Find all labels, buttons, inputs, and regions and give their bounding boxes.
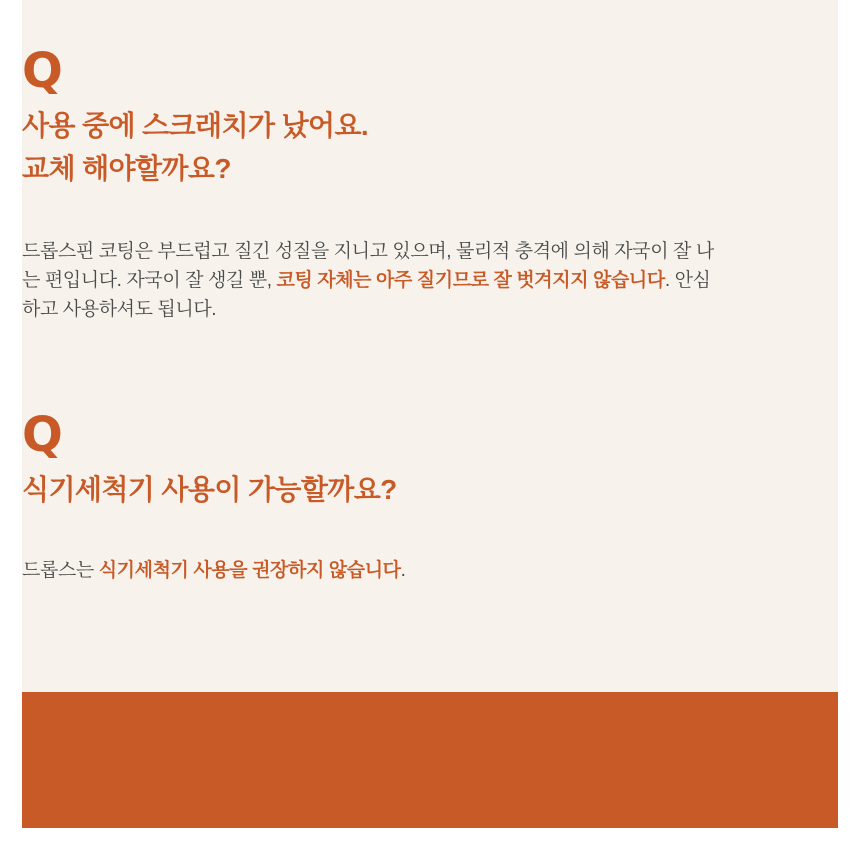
answer-highlight: 식기세척기 사용을 권장하지 않습니다 bbox=[98, 560, 401, 581]
answer-segment: 드롭스핀 코팅은 부드럽고 질긴 성질을 지니고 있으며, 물리적 충격에 의해 자국이 잘 나는 편입니다. 자국이 잘 생길 뿐, bbox=[22, 241, 714, 291]
question-title-line-1: 사용 중에 스크래치가 났어요. bbox=[22, 110, 369, 141]
bottom-accent-bar bbox=[22, 692, 838, 828]
question-title-line-2: 교체 해야할까요? bbox=[22, 153, 231, 184]
answer-segment: 드롭스는 bbox=[22, 560, 99, 581]
question-marker: Q bbox=[22, 407, 62, 463]
answer-segment: . bbox=[400, 560, 406, 581]
answer-text bbox=[22, 237, 722, 324]
answer-text bbox=[22, 556, 722, 585]
faq-item-2 bbox=[22, 407, 838, 585]
answer-highlight: 코팅 자체는 아주 질기므로 잘 벗겨지지 않습니다 bbox=[276, 270, 665, 291]
question-marker: Q bbox=[22, 43, 62, 99]
faq-panel bbox=[22, 0, 838, 692]
answer-segment: . 안심하고 사용하셔도 됩니다. bbox=[22, 270, 711, 320]
question-title bbox=[22, 104, 838, 190]
question-title-line-1: 식기세척기 사용이 가능할까요? bbox=[22, 474, 397, 505]
faq-item-1 bbox=[22, 43, 838, 324]
question-title bbox=[22, 468, 838, 511]
footer-strip bbox=[0, 828, 860, 852]
